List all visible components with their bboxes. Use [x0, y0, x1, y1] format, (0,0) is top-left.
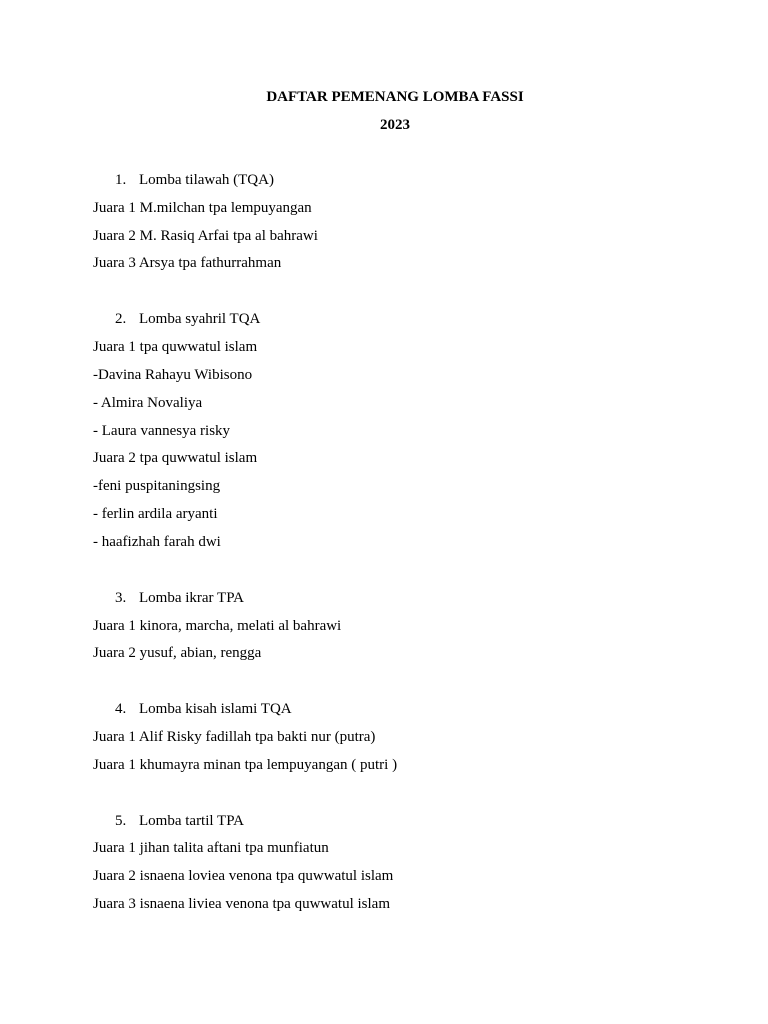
- list-item: -Davina Rahayu Wibisono: [93, 367, 253, 383]
- section-title: Lomba tilawah (TQA): [139, 172, 274, 188]
- list-item: -feni puspitaningsing: [93, 478, 221, 494]
- list-item: - Almira Novaliya: [93, 395, 203, 411]
- list-item: Juara 3 Arsya tpa fathurrahman: [93, 255, 282, 271]
- list-item: - haafizhah farah dwi: [93, 534, 221, 550]
- list-number: 1.: [115, 172, 127, 188]
- list-number: 2.: [115, 311, 127, 327]
- list-item: Juara 1 Alif Risky fadillah tpa bakti nur (putra): [93, 729, 376, 745]
- section-title: Lomba kisah islami TQA: [139, 701, 292, 717]
- list-number: 4.: [115, 701, 127, 717]
- list-item: - ferlin ardila aryanti: [93, 506, 218, 522]
- document-title: DAFTAR PEMENANG LOMBA FASSI: [266, 89, 524, 105]
- section-heading-5: [115, 811, 244, 831]
- section-heading-4: [115, 699, 292, 719]
- list-item: - Laura vannesya risky: [93, 423, 231, 439]
- list-item: Juara 3 isnaena liviea venona tpa quwwatul islam: [93, 896, 390, 912]
- list-number: 3.: [115, 590, 127, 606]
- list-item: Juara 1 M.milchan tpa lempuyangan: [93, 200, 312, 216]
- section-title: Lomba tartil TPA: [139, 813, 244, 829]
- list-item: Juara 1 jihan talita aftani tpa munfiatun: [93, 840, 329, 856]
- list-item: Juara 1 kinora, marcha, melati al bahrawi: [93, 618, 342, 634]
- list-item: Juara 2 isnaena loviea venona tpa quwwatul islam: [93, 868, 394, 884]
- document-year: 2023: [380, 117, 410, 133]
- list-item: Juara 2 tpa quwwatul islam: [93, 450, 258, 466]
- section-title: Lomba ikrar TPA: [139, 590, 244, 606]
- section-heading-3: [115, 588, 244, 608]
- section-title: Lomba syahril TQA: [139, 311, 261, 327]
- list-item: Juara 2 yusuf, abian, rengga: [93, 645, 262, 661]
- section-heading-1: [115, 170, 274, 190]
- list-item: Juara 1 khumayra minan tpa lempuyangan ( putri ): [93, 757, 398, 773]
- list-item: Juara 2 M. Rasiq Arfai tpa al bahrawi: [93, 228, 318, 244]
- section-heading-2: [115, 309, 260, 329]
- list-number: 5.: [115, 813, 127, 829]
- list-item: Juara 1 tpa quwwatul islam: [93, 339, 258, 355]
